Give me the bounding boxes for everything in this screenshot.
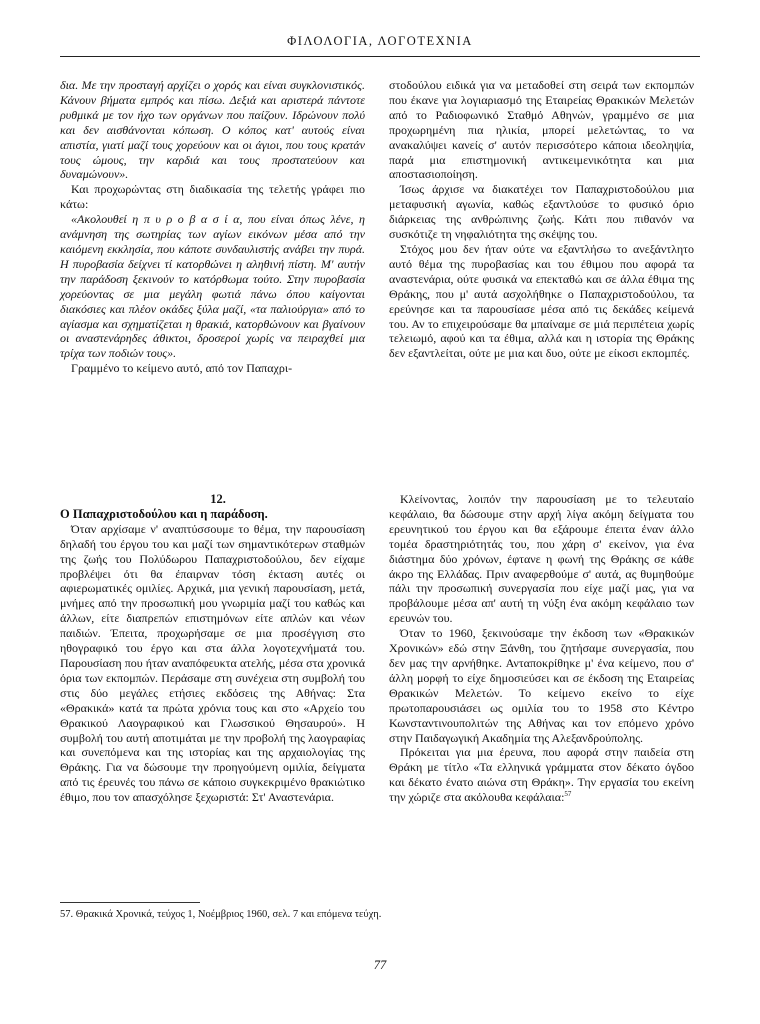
footnote-rule <box>60 902 200 903</box>
header-rule <box>60 56 700 57</box>
body-paragraph: στοδούλου ειδικά για να μεταδοθεί στη σειρά των εκπομπών που έκανε για λογιαριασμό της Εταιρείας Θρακικών Μελετών από το Ραδιοφωνικό Σταθμό Αθηνών, γραμμένο σε μια προχωρημένη πια ηλικία, μπορεί μελετώντας, το να ανακαλύψει κανείς σ' αυτόν περισσότερο κάποια ιδεοληψία, παρά μια επιστημονική αντικειμενικότητα και μια αποστασιοποίηση. <box>389 78 694 182</box>
body-paragraph: Όταν αρχίσαμε ν' αναπτύσσουμε το θέμα, την παρουσίαση δηλαδή του έργου του και μαζί των σημαντικότερων σταθμών της ζωής του Πολύδωρου Παπαχριστοδούλου, δεν είχαμε προβλέψει ότι θα έπαιρναν τόση έκταση αυτές οι αφιερωματικές ομιλίες. Αρχικά, μια γενική παρουσίαση, μετά, μνήμες από την προσωπική μου γνωριμία μαζί του καθώς και άλλων, είτε διαπρεπών επιστημόνων είτε απλών και νέων παιδιών. Έπειτα, προχωρήσαμε σε μια προσέγγιση στο ηθογραφικό του έργο και στα άλλα λογοτεχνήματά του. Παρουσίαση που ήταν αναπόφευκτα ατελής, μέσα στα χρονικά όρια των εκπομπών. Περάσαμε στη συνέχεια στη συμβολή του στις δύο μεγάλες ετήσιες εκδόσεις της Αθήνας: Στα «Θρακικά» κατά τα πρώτα χρόνια τους και στο «Αρχείο του Θρακικού Λαογραφικού και Γλωσσικού Θησαυρού». Η συμβολή του αυτή αποτιμάται με την προβολή της λαογραφίας και συνεπόμενα και της ιστορίας και της αρχαιολογίας της Θράκης. Για να δώσουμε την προηγούμενη ομιλία, δείγματα από τις έρευνές του πάνω σε κάποιο συγκεκριμένο θρακιώτικο έθιμο, που τον απασχόλησε ξεχωριστά: Στ' Αναστενάρια. <box>60 521 365 805</box>
quote-paragraph: δια. Με την προσταγή αρχίζει ο χορός και είναι συγκλονιστικός. Κάνουν βήματα εμπρός και πίσω. Δεξιά και αριστερά πάντοτε ρυθμικά με τον ήχο των οργάνων που παίζουν. Ιδρώνουν πολύ και δεν αισθάνονται κόπωση. Ο κόπος κατ' αυτούς είναι απιστία, γιατί μαζί τους χορεύουν και οι άγιοι, που τους κρατάν τους ώμους, την καρδιά και τους προστατεύουν και δυναμώνουν». <box>60 78 365 182</box>
section-title: Ο Παπαχριστοδούλου και η παράδοση. <box>60 506 268 521</box>
footnote-ref[interactable]: 57 <box>564 790 572 799</box>
body-paragraph: Και προχωρώντας στη διαδικασία της τελετής γράφει πιο κάτω: <box>60 182 365 212</box>
section-number: 12. <box>210 492 226 506</box>
column-bottom-right <box>389 492 694 805</box>
body-paragraph <box>389 745 694 805</box>
paragraph-text: Πρόκειται για μια έρευνα, που αφορά στην παιδεία στη Θράκη με τίτλο «Τα ελληνικά γράμματα στον δέκατο όγδοο και δέκατο ένατο αιώνα στη Θράκη». Την εργασία του εκείνη την χώριζε στα ακόλουθα κεφάλαια: <box>389 745 694 805</box>
body-paragraph: Γραμμένο το κείμενο αυτό, από τον Παπαχρι- <box>71 361 293 376</box>
running-title: ΦΙΛΟΛΟΓΙΑ, ΛΟΓΟΤΕΧΝΙΑ <box>287 34 473 48</box>
quote-paragraph: «Ακολουθεί η π υ ρ ο β α σ ί α, που είναι όπως λένε, η ανάμνηση της σωτηρίας των αγίων εικόνων μέσα από την καιόμενη εκκλησία, που κάποτε συνδαυλιστής ανάβει την πυρά. Η πυροβασία δείχνει τί κατορθώνει η αληθινή πίστη. Μ' αυτήν την παράδοση ξεκινούν το κατόρθωμα τούτο. Στην πυροβασία χορεύοντας σε μια μεγάλη φωτιά πάνω όπου καίγονται διακόσιες και πλέον οκάδες ξύλα μαζί, «τα παλιούργια» από το αγίασμα και σχηματίζεται η θρακιά, κατορθώνουν και βγαίνουν οι αναστενάρηδες άθικτοι, δροσεροί χωρίς να πειραχθεί μια τρίχα των ποδιών τους». <box>60 212 365 361</box>
column-top-right <box>389 78 694 361</box>
column-top-left <box>60 78 365 376</box>
column-bottom-left <box>60 492 365 805</box>
page-number: 77 <box>373 958 387 972</box>
body-paragraph: Κλείνοντας, λοιπόν την παρουσίαση με το τελευταίο κεφάλαιο, θα δώσουμε στην αρχή λίγα ακόμη δείγματα του ερευνητικού του έργου και θα εξάρουμε έπειτα έναν άλλο τομέα δραστηριότητάς του, που χάρη σ' εκείνον, για ένα διάστημα δύο χρόνων, έφτανε η φωνή της Θράκης σε κάθε άκρο της Ελλάδας. Πριν αναφερθούμε σ' αυτά, ας θυμηθούμε πάλι την προσωπική συνεργασία που είχε μαζί μας, για να προβάλουμε μέσα απ' αυτή τη νύξη ένα ακόμη κεφάλαιο των ερευνών του. <box>389 492 694 626</box>
footnote: 57. Θρακικά Χρονικά, τεύχος 1, Νοέμβριος 1960, σελ. 7 και επόμενα τεύχη. <box>60 909 382 920</box>
body-paragraph: Στόχος μου δεν ήταν ούτε να εξαντλήσω το ανεξάντλητο αυτό θέμα της πυροβασίας και του έθιμου που αφορά τα αναστενάρια, ούτε φυσικά να επεκταθώ και σε άλλα έθιμα της Θράκης, που μ' αυτά ασχολήθηκε ο Παπαχριστοδούλου, τα ερεύνησε και τα παρουσίασε μέσα από τις δεκάδες κείμενά του. Αν το επιχειρούσαμε θα μπαίναμε σε μιά περιπέτεια χωρίς τελειωμό, αφού και τα έθιμα, αλλά και η ιστορία της Θράκης δεν εξαντλείται, ούτε με μια και δυο, ούτε με είκοσι εκπομπές. <box>389 241 694 361</box>
body-paragraph: Όταν το 1960, ξεκινούσαμε την έκδοση των «Θρακικών Χρονικών» εδώ στην Ξάνθη, του ζητήσαμε συνεργασία, που δεν μας την αρνήθηκε. Ανταποκρίθηκε μ' ένα κείμενο, που σ' άλλη μορφή το είχε δημοσιεύσει και σε έκδοση της Εταιρείας Θρακικών Μελετών. Το κείμενο εκείνο το είχε πρωτοπαρουσιάσει ως ομιλία του το 1958 στο Κέντρο Κωνσταντινουπολιτών της Αθήνας και τον επόμενο χρόνο στην Παιδαγωγική Ακαδημία της Αλεξανδρούπολης. <box>389 626 694 745</box>
body-paragraph: Ίσως άρχισε να διακατέχει τον Παπαχριστοδούλου μια μεταφυσική αγωνία, καθώς εξαντλούσε το φυσικό όριο διάρκειας της ανθρώπινης ζωής. Κάτι που πιθανόν να συσκότιζε τη νηφαλιότητα της σκέψης του. <box>389 182 694 242</box>
